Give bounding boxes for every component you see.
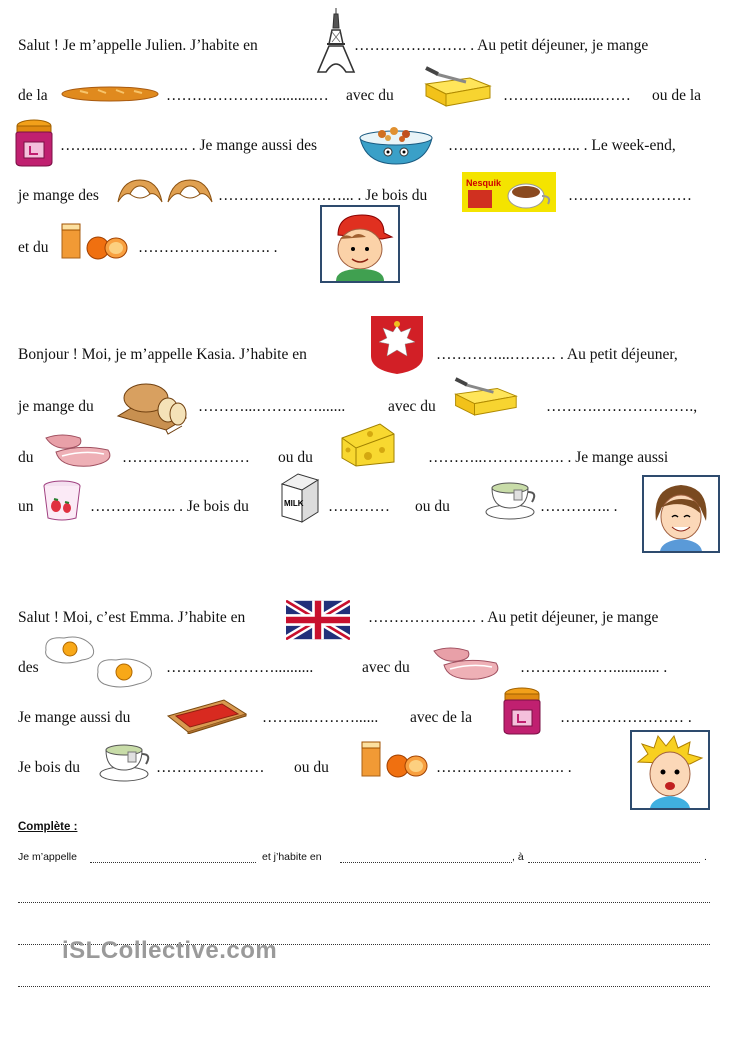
- kasia-line3-du: du: [18, 449, 34, 466]
- milk-carton-icon: [272, 470, 328, 529]
- julien-blank-butter: ……….............……: [503, 87, 631, 104]
- emma-blank-toast: ……....………......: [262, 709, 379, 726]
- tea-cup-icon: [484, 474, 540, 525]
- emma-blank-juice: ……………………. .: [436, 759, 572, 776]
- kasia-line2-start: je mange du: [18, 398, 94, 415]
- bread-loaf-icon: [116, 376, 188, 441]
- emma-avec-du: avec du: [362, 659, 410, 676]
- butter-icon: [448, 376, 520, 423]
- tea-cup-icon: [98, 736, 154, 787]
- emma-line1-start: Salut ! Moi, c’est Emma. J’habite en: [18, 609, 246, 626]
- kasia-line1-start: Bonjour ! Moi, je m’appelle Kasia. J’habite en: [18, 346, 307, 363]
- emma-line2-des: des: [18, 659, 39, 676]
- writing-line-3[interactable]: [18, 986, 710, 987]
- milk-label: MILK: [284, 499, 304, 508]
- julien-blank-cereal: …………………….. . Le week-end,: [448, 137, 676, 154]
- baguette-icon: [60, 84, 160, 109]
- ham-icon: [40, 430, 116, 475]
- emma-blank-tea: …………………: [156, 759, 265, 776]
- kasia-blank-tea: ………….. .: [540, 498, 618, 515]
- complete-et-jhabite: et j’habite en: [262, 851, 322, 863]
- jam-jar-icon: [12, 118, 56, 173]
- jam-jar-icon: [500, 686, 544, 741]
- poland-flag-icon: [371, 316, 423, 379]
- boy-julien-portrait: [320, 205, 400, 283]
- complete-a: , à: [512, 851, 524, 863]
- julien-blank-juice: ……………….……. .: [138, 239, 278, 256]
- yogurt-icon: [42, 478, 82, 527]
- kasia-ou-du: ou du: [278, 449, 313, 466]
- cheese-icon: [340, 422, 396, 473]
- kasia-line3-end: ………..……………. . Je mange aussi: [428, 449, 669, 466]
- girl-emma-portrait: [630, 730, 710, 810]
- emma-ou-du: ou du: [294, 759, 329, 776]
- julien-line3-start: ……...………….…. . Je mange aussi des: [60, 137, 318, 154]
- kasia-blank-butter: ……….……………….,: [546, 398, 698, 415]
- kasia-avec-du: avec du: [388, 398, 436, 415]
- nesquik-cocoa-icon: [462, 172, 556, 217]
- cereal-bowl-icon: [354, 118, 438, 173]
- julien-line1-start: Salut ! Je m’appelle Julien. J’habite en: [18, 37, 258, 54]
- emma-line1-end: ………………… . Au petit déjeuner, je mange: [368, 609, 659, 626]
- writing-line-1[interactable]: [18, 902, 710, 903]
- complete-title: Complète :: [18, 821, 78, 833]
- kasia-ou-du-2: ou du: [415, 498, 450, 515]
- emma-blank-eggs: …………………..........: [166, 659, 314, 676]
- emma-blank-jam: …………………… .: [560, 709, 692, 726]
- julien-line4-mid: ……………………... . Je bois du: [218, 187, 428, 204]
- complete-je-mappelle: Je m’appelle: [18, 851, 77, 863]
- kasia-blank-ham: ……….……………: [122, 449, 250, 466]
- julien-avec-du: avec du: [346, 87, 394, 104]
- ham-icon: [428, 642, 504, 689]
- blank-name[interactable]: [90, 862, 256, 863]
- islcollective-watermark: iSLCollective.com: [62, 937, 278, 964]
- complete-period: .: [704, 851, 707, 863]
- eiffel-tower-icon: [316, 8, 356, 79]
- julien-blank-bread: …………………..........…: [166, 87, 329, 104]
- butter-icon: [418, 66, 494, 113]
- orange-juice-icon: [58, 220, 130, 267]
- girl-kasia-portrait: [642, 475, 720, 553]
- fried-egg-icon: [42, 634, 160, 697]
- julien-line2-de-la: de la: [18, 87, 48, 104]
- blank-city[interactable]: [528, 862, 700, 863]
- nesquik-label: Nesquik: [466, 178, 502, 188]
- kasia-blank-milk: …………: [328, 498, 390, 515]
- julien-ou-de-la: ou de la: [652, 87, 702, 104]
- julien-line5-start: et du: [18, 239, 49, 256]
- emma-blank-ham: ………………............ .: [520, 659, 668, 676]
- toast-jam-icon: [164, 694, 248, 739]
- kasia-line4-un: un: [18, 498, 34, 515]
- kasia-line1-end: …………...……… . Au petit déjeuner,: [436, 346, 678, 363]
- julien-blank-drink: ……………………: [568, 187, 692, 204]
- emma-line3-start: Je mange aussi du: [18, 709, 131, 726]
- emma-line4-start: Je bois du: [18, 759, 80, 776]
- blank-country[interactable]: [340, 862, 512, 863]
- kasia-line4-mid: …………….. . Je bois du: [90, 498, 249, 515]
- croissant-icon: [116, 172, 216, 219]
- kasia-blank-bread: ………...………….......: [198, 398, 346, 415]
- julien-line4-start: je mange des: [18, 187, 99, 204]
- uk-flag-icon: [286, 600, 350, 645]
- orange-juice-icon: [358, 738, 430, 785]
- julien-line1-end: …………………. . Au petit déjeuner, je mange: [354, 37, 649, 54]
- emma-avec-de-la: avec de la: [410, 709, 472, 726]
